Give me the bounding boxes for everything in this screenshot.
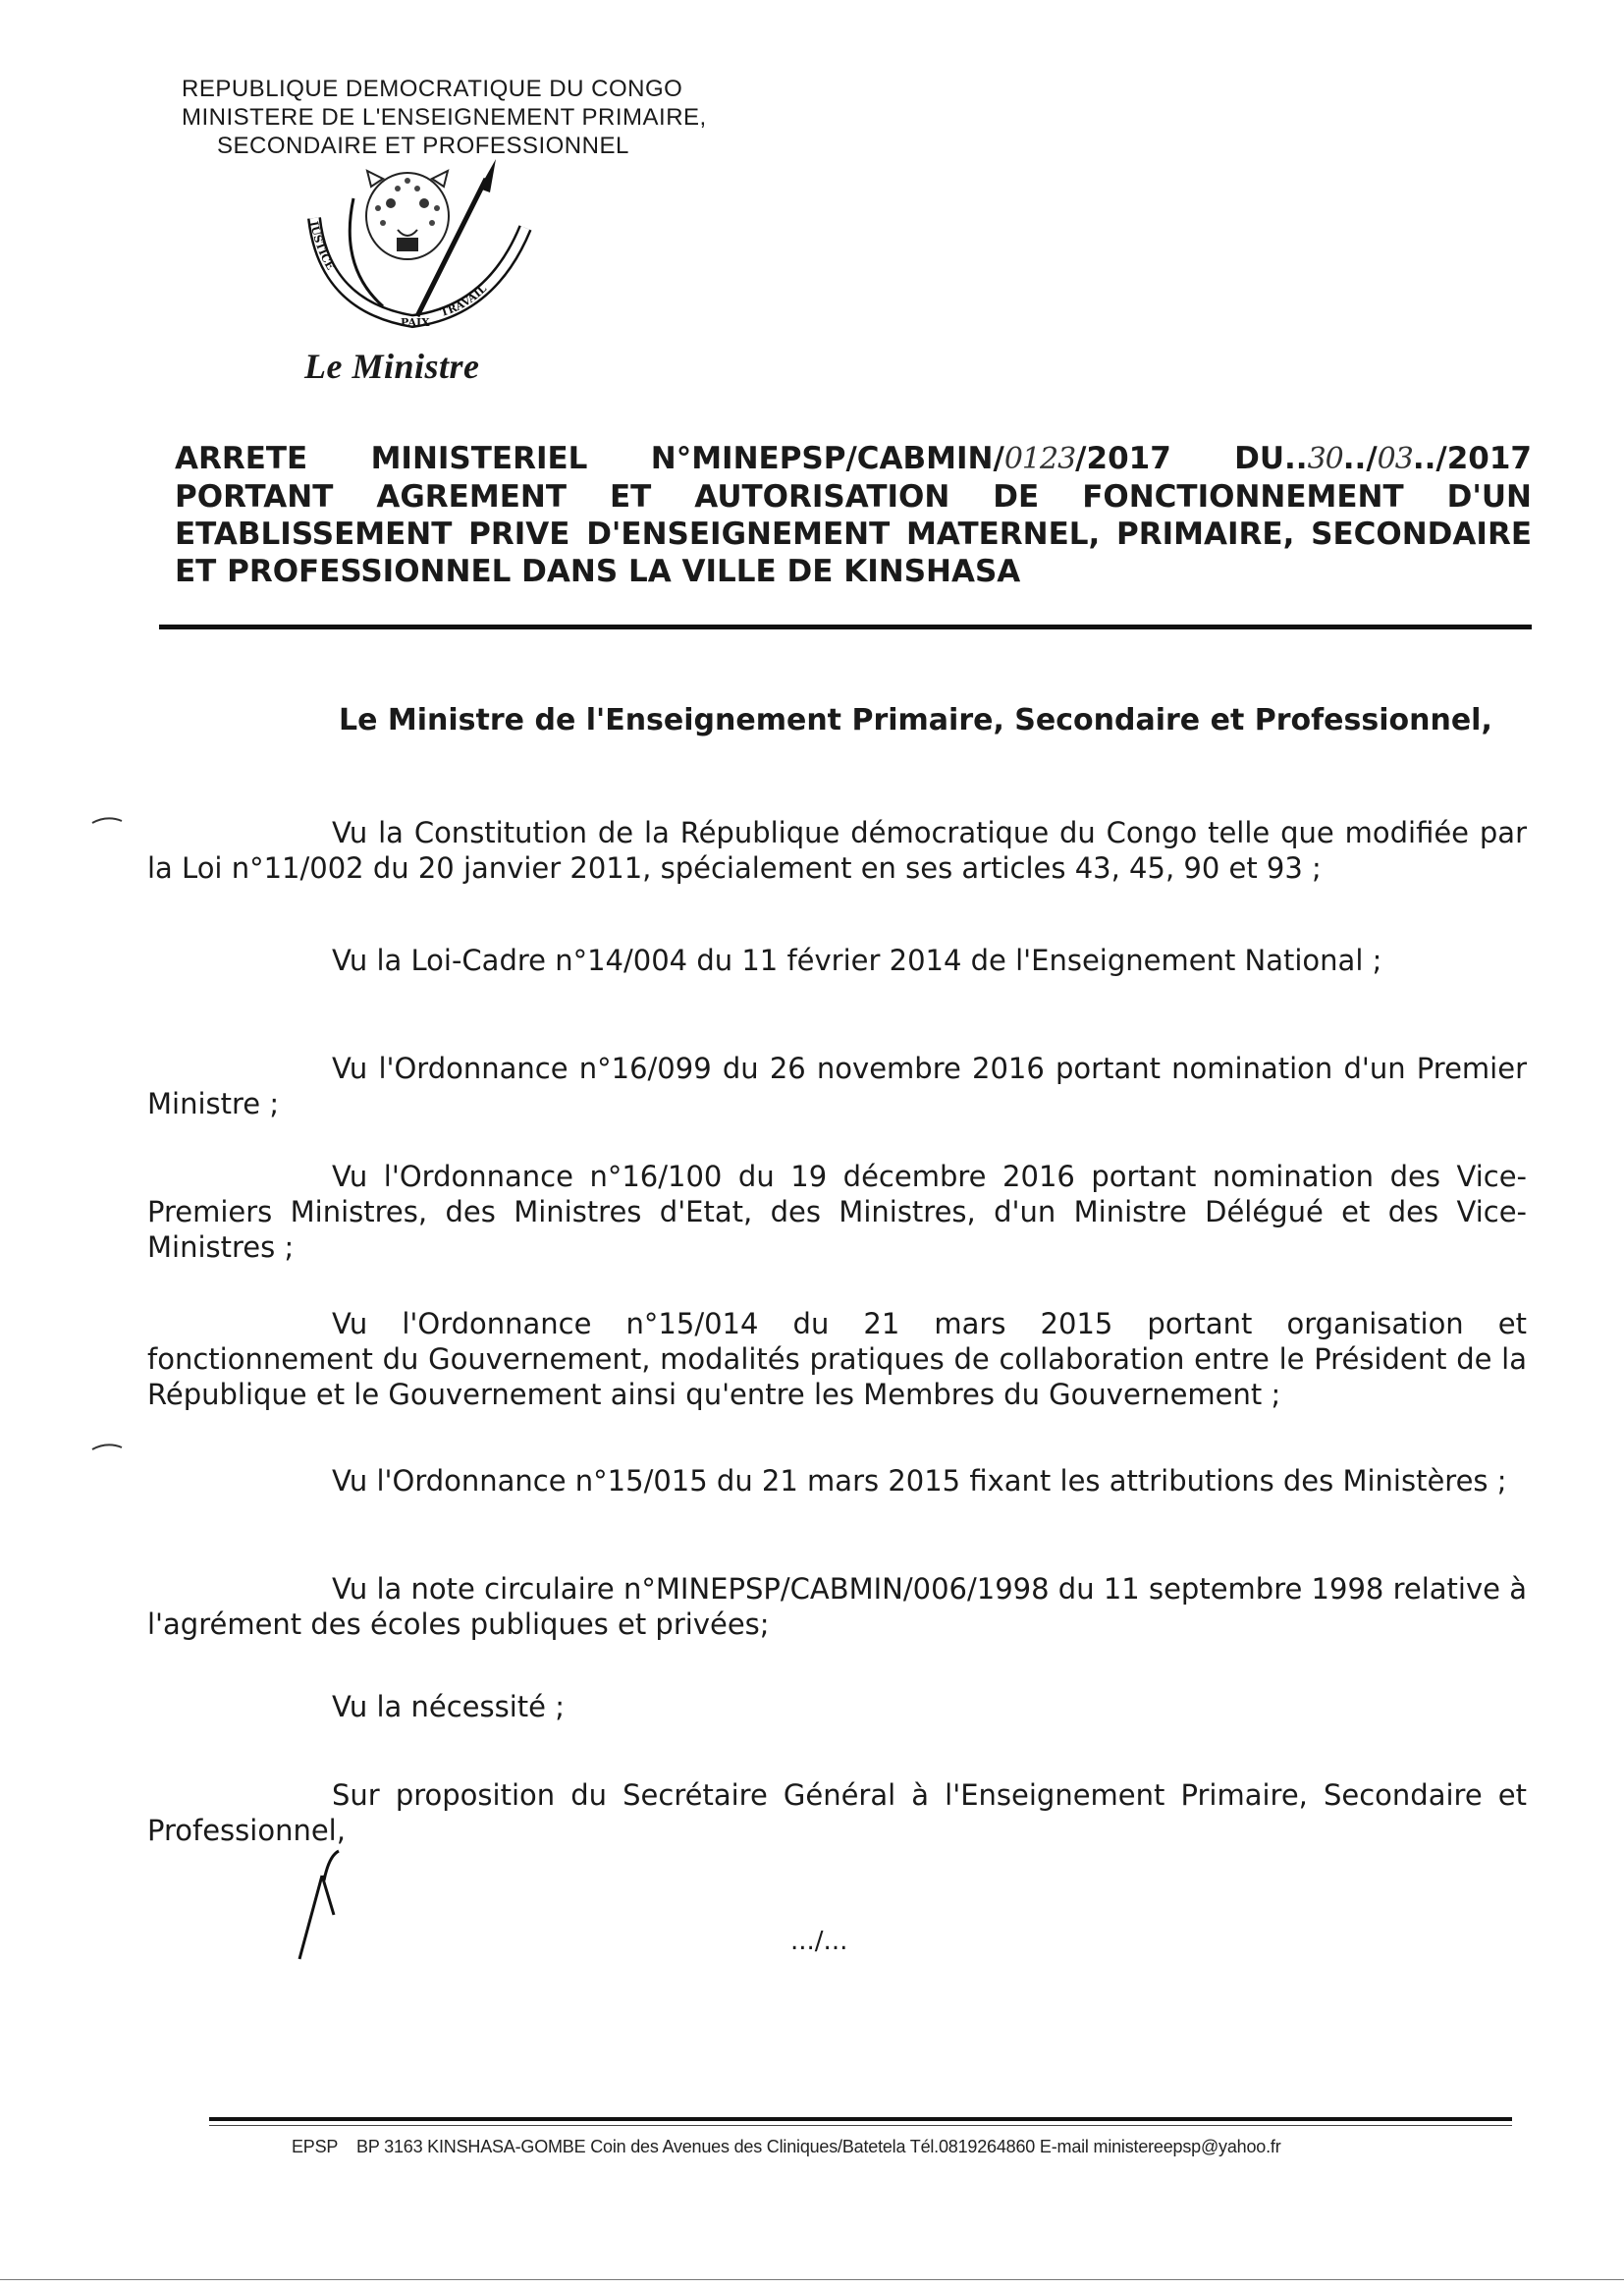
decree-title: [175, 440, 1532, 590]
decree-title-line2: PORTANT AGREMENT ET AUTORISATION DE FONCTIONNEMENT D'UN: [175, 479, 1532, 515]
motto-bottom: PAIX: [401, 316, 430, 329]
handwritten-initial-icon: [295, 1846, 353, 1964]
footer-email: E-mail ministereepsp@yahoo.fr: [1039, 2137, 1281, 2156]
decree-number-handwritten: 0123: [1003, 442, 1076, 476]
letterhead-ministry-cont: SECONDAIRE ET PROFESSIONNEL: [217, 133, 629, 159]
letterhead-country: REPUBLIQUE DEMOCRATIQUE DU CONGO: [182, 76, 683, 102]
signatory-title: Le Ministre: [304, 347, 480, 386]
page-continued-marker: .../...: [790, 1927, 848, 1956]
recital-note-circulaire: Vu la note circulaire n°MINEPSP/CABMIN/006/1998 du 11 septembre 1998 relative à l'agrément des écoles publiques et privées;: [147, 1572, 1527, 1641]
coat-of-arms-emblem-icon: [295, 159, 540, 331]
decree-month-handwritten: 03: [1377, 442, 1413, 476]
minister-heading: Le Ministre de l'Enseignement Primaire, Secondaire et Professionnel,: [339, 703, 1492, 737]
recital-proposition: Sur proposition du Secrétaire Général à l'Enseignement Primaire, Secondaire et Professionnel,: [147, 1778, 1527, 1847]
footer-phone: Tél.0819264860: [909, 2137, 1036, 2156]
footer-org: EPSP: [292, 2137, 339, 2156]
scan-mark-icon: [90, 815, 124, 825]
scan-bottom-edge: [0, 2279, 1624, 2280]
letterhead: [182, 75, 707, 160]
footer-rule-thin: [209, 2125, 1512, 2126]
recital-constitution: Vu la Constitution de la République démocratique du Congo telle que modifiée par la Loi n°11/002 du 20 janvier 2011, spécialement en ses articles 43, 45, 90 et 93 ;: [147, 816, 1527, 885]
recital-ordonnance-15-015: Vu l'Ordonnance n°15/015 du 21 mars 2015 fixant les attributions des Ministères ;: [332, 1464, 1507, 1498]
decree-day-handwritten: 30: [1307, 442, 1343, 476]
decree-number-prefix: ARRETE MINISTERIEL N°MINEPSP/CABMIN/: [175, 441, 1004, 476]
recital-ordonnance-16-099: Vu l'Ordonnance n°16/099 du 26 novembre 2016 portant nomination d'un Premier Ministre ;: [147, 1052, 1527, 1120]
decree-title-line1: ARRETE MINISTERIEL N°MINEPSP/CABMIN/0123/2017 DU..30../03../2017: [175, 441, 1532, 476]
footer-rule: [209, 2117, 1512, 2121]
title-underline: [159, 625, 1532, 629]
letterhead-ministry: MINISTERE DE L'ENSEIGNEMENT PRIMAIRE,: [182, 104, 707, 131]
decree-title-line4: ET PROFESSIONNEL DANS LA VILLE DE KINSHASA: [175, 554, 1021, 589]
scan-mark-icon: [90, 1442, 124, 1451]
decree-year: /2017: [1435, 441, 1532, 476]
recital-ordonnance-16-100: Vu l'Ordonnance n°16/100 du 19 décembre 2016 portant nomination des Vice-Premiers Ministres, des Ministres d'Etat, des Ministres, d'un Ministre Délégué et des Vice-Ministres ;: [147, 1160, 1527, 1264]
decree-title-line3: ETABLISSEMENT PRIVE D'ENSEIGNEMENT MATERNEL, PRIMAIRE, SECONDAIRE: [175, 517, 1532, 552]
motto-right: TRAVAIL: [439, 282, 490, 319]
svg-text:TRAVAIL: [439, 282, 489, 319]
motto-left: JUSTICE: [307, 220, 338, 273]
recital-necessite: Vu la nécessité ;: [332, 1690, 565, 1723]
decree-date-mid: /2017 DU: [1075, 441, 1285, 476]
recital-ordonnance-15-014: Vu l'Ordonnance n°15/014 du 21 mars 2015 portant organisation et fonctionnement du Gouvernement, modalités pratiques de collaboration entre le Président de la République et le Gouvernement ainsi qu'entre les Membres du Gouvernement ;: [147, 1307, 1527, 1411]
footer-address: BP 3163 KINSHASA-GOMBE Coin des Avenues des Cliniques/Batetela: [356, 2137, 906, 2156]
footer-contact: [292, 2137, 1281, 2157]
recital-loi-cadre: Vu la Loi-Cadre n°14/004 du 11 février 2014 de l'Enseignement National ;: [332, 944, 1382, 977]
